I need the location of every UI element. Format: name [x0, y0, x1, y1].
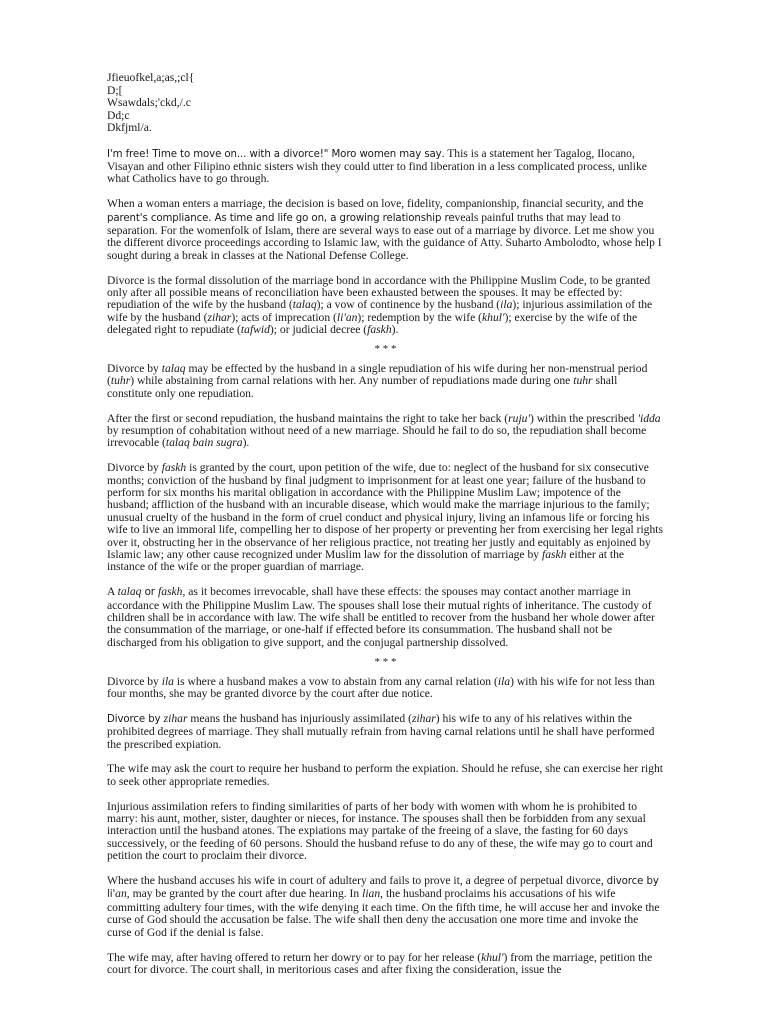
paragraph-text: ) while abstaining from carnal relations with her. Any number of repudiations made during one [130, 374, 574, 388]
paragraph-text: may be effected by the husband in a single repudiation of his wife during her non-menstrual period ( [107, 361, 648, 388]
paragraph-text: Where the husband accuses his wife in court of adultery and fails to prove it, a degree of perpetual divorce, [107, 874, 607, 888]
paragraph [107, 413, 664, 450]
paragraph [107, 801, 664, 863]
italic-term: khul' [481, 950, 504, 964]
paragraph-text: I'm free! Time to move on [107, 148, 237, 160]
italic-term: zihar [163, 711, 188, 725]
paragraph-text: Divorce by [107, 713, 164, 725]
italic-term: ruju' [508, 411, 530, 425]
italic-term: faskh [161, 461, 187, 475]
italic-term: tuhr [573, 374, 593, 388]
paragraph-text: , as it becomes irrevocable, shall have these effects: the spouses may contact another marriage in accordance with the Philippine Muslim Law. The spouses shall lose their mutual rights of inheritance. The custody of children shall be in accordance with law. The wife shall be entitled to recover from the husband her whole dower after the consummation of the marriage, or one-half if effected before its consummation. The husband shall not be discharged from his obligation to give support, and the conjugal partnership dissolved. [107, 585, 655, 649]
article-body [107, 148, 664, 977]
paragraph-text: , the husband proclaims his accusations of his wife committing adultery four times, with the wife denying it each time. On the fifth time, he will accuse her and invoke the curse of God should the accusation be false. The wife shall then deny the accusation one more time and invoke the curse of God if the denial is false. [107, 887, 660, 939]
paragraph-text: divorce by li' [107, 876, 659, 901]
italic-term: zihar [207, 310, 232, 324]
paragraph-text: . This is a statement her Tagalog, Ilocano, Visayan and other Filipino ethnic sisters wish they could utter to find liberation in a less complicated process, unlike what Catholics have to go through. [107, 146, 647, 186]
paragraph [107, 713, 664, 751]
paragraph-text: ); or judicial decree ( [269, 323, 368, 337]
paragraph-text: Divorce by [107, 674, 162, 688]
paragraph-text: ) within the prescribed [529, 411, 638, 425]
paragraph-text: ) from the marriage, petition the court for divorce. The court shall, in meritorious cases and after fixing the consideration, issue the [107, 950, 653, 976]
paragraph [107, 676, 664, 701]
italic-term: faskh [157, 585, 183, 599]
paragraph-text: , may be granted by the court after due hearing. In [126, 887, 363, 901]
paragraph [107, 763, 664, 788]
italic-term: khul' [482, 310, 505, 324]
paragraph-text: ); acts of imprecation ( [231, 310, 337, 324]
paragraph-text: either at the instance of the wife or the proper guardian of marriage. [107, 548, 625, 574]
paragraph-text: ); redemption by the wife ( [357, 310, 483, 324]
paragraph-text: or [141, 587, 158, 599]
paragraph [107, 875, 664, 939]
paragraph-text: the parent's compliance. As time and life go on, a growing relationship re [107, 199, 644, 224]
italic-term: talaq [292, 298, 317, 312]
italic-term: talaq [161, 361, 186, 375]
header-line: Jfieuofkel,a;as,;cl{ [107, 71, 195, 84]
header-line: D;[ [107, 83, 123, 97]
paragraph-text: A [107, 585, 118, 599]
italic-term: ila [161, 674, 174, 688]
paragraph-text: is where a husband makes a vow to abstain from any carnal relation ( [173, 674, 498, 688]
italic-term: ila [500, 298, 513, 312]
paragraph-text: veals painful truths that may lead to separation. For the womenfolk of Islam, there are several ways to ease out of a marriage by divorce. Let me show you the different divorce proceedings according to Islamic law, with the guidance of Atty. Suharto Ambolodto, whose help I sought during a break in classes at the National Defense College. [107, 210, 662, 262]
italic-term: lian [362, 887, 381, 901]
italic-term: faskh [541, 548, 567, 562]
paragraph-text: ). [242, 436, 250, 450]
paragraph-text: Divorce is the formal dissolution of the marriage bond in accordance with the Philippine Muslim Code, to be granted only after all possible means of reconciliation have been exhausted between the spouses. It may be effected by: repudiation of the wife by the husband ( [107, 273, 651, 312]
italic-term: talaq bain sugra [165, 436, 243, 450]
header-line: Dkfjml/a. [107, 121, 152, 134]
italic-term: an [115, 887, 127, 901]
paragraph [107, 462, 664, 574]
paragraph-text: ). [391, 323, 399, 337]
italic-term: ila [497, 674, 511, 688]
paragraph-text: After the first or second repudiation, the husband maintains the right to take her back ( [107, 411, 509, 425]
paragraph-text: When a woman enters a marriage, the decision is based on love, fidelity, companionship, financial security, and [107, 197, 628, 211]
paragraph-text: shall constitute only one repudiation. [107, 374, 618, 400]
paragraph-text: The wife may, after having offered to return her dowry or to pay for her release ( [107, 950, 482, 964]
paragraph-text: ); exercise by the wife of the delegated right to repudiate ( [107, 310, 638, 337]
italic-term: faskh [367, 323, 392, 337]
paragraph-text: ) with his wife for not less than four months, she may be granted divorce by the court after due notice. [107, 674, 655, 701]
italic-term: zihar [411, 711, 436, 725]
paragraph-text: Injurious assimilation refers to finding similarities of parts of her body with women with whom he is prohibited to marry: his aunt, mother, sister, daughter or nieces, for instance. The spouses shall then be forbidden from any sexual interaction until the husband atones. The expiations may partake of the freeing of a slave, the fasting for 60 days successively, or the feeding of 60 persons. Should the husband refuse to do any of these, the wife may go to court and petition the court to proclaim their divorce. [107, 799, 653, 863]
header-line: Wsawdals;'ckd,/.c [107, 96, 191, 109]
paragraph [107, 148, 664, 186]
section-separator: * * * [374, 342, 397, 355]
italic-term: li'an [336, 310, 358, 324]
paragraph-text: ) his wife to any of his relatives within the prohibited degrees of marriage. They shall mutually refrain from having carnal relations until he shall have performed the prescribed expiation. [107, 711, 655, 751]
italic-term: tuhr [110, 374, 131, 388]
paragraph-text: ); injurious assimilation of the wife by the husband ( [107, 298, 653, 324]
header-line: Dd;c [107, 108, 130, 122]
paragraph-text: The wife may ask the court to require her husband to perform the expiation. Should he refuse, she can exercise her right to seek other appropriate remedies. [107, 762, 663, 788]
paragraph [107, 198, 664, 262]
paragraph-text: is granted by the court, upon petition of the wife, due to: neglect of the husband for six consecutive months; conviction of the husband by final judgment to imprisonment for at least one year; failure of the husband to perform for six months his marital obligation in accordance with the Philippine Muslim Law; impotence of the husband; affliction of the husband with an incurable disease, which would make the marriage injurious to the family; unusual cruelty of the husband in the form of cruel conduct and physical injury, living an infamous life or forcing his wife to live an immoral life, compelling her to dispose of her property or preventing her from exercising her legal rights over it, obstructing her in the observance of her religious practice, not treating her justly and equitably as enjoined by Islamic law; any other cause recognized under Muslim law for the dissolution of marriage by [107, 461, 664, 562]
section-separator: * * * [374, 655, 397, 668]
paragraph-text: by resumption of cohabitation without need of a new marriage. Should he fail to do so, the repudiation shall become irrevocable ( [107, 423, 647, 450]
paragraph-text: ... with a divorce!" Moro women may say [236, 148, 442, 160]
italic-term: tafwid [240, 323, 270, 337]
paragraph [107, 586, 664, 649]
paragraph-text: Divorce by [107, 361, 162, 375]
paragraph-text: means the husband has injuriously assimilated ( [187, 711, 412, 725]
header-lines [107, 72, 664, 135]
paragraph-text: Divorce by [107, 461, 162, 475]
italic-term: 'idda [637, 411, 661, 425]
paragraph [107, 275, 664, 337]
italic-term: talaq [117, 585, 142, 599]
paragraph-text: ); a vow of continence by the husband ( [316, 298, 501, 312]
paragraph [107, 952, 664, 977]
paragraph [107, 363, 664, 400]
